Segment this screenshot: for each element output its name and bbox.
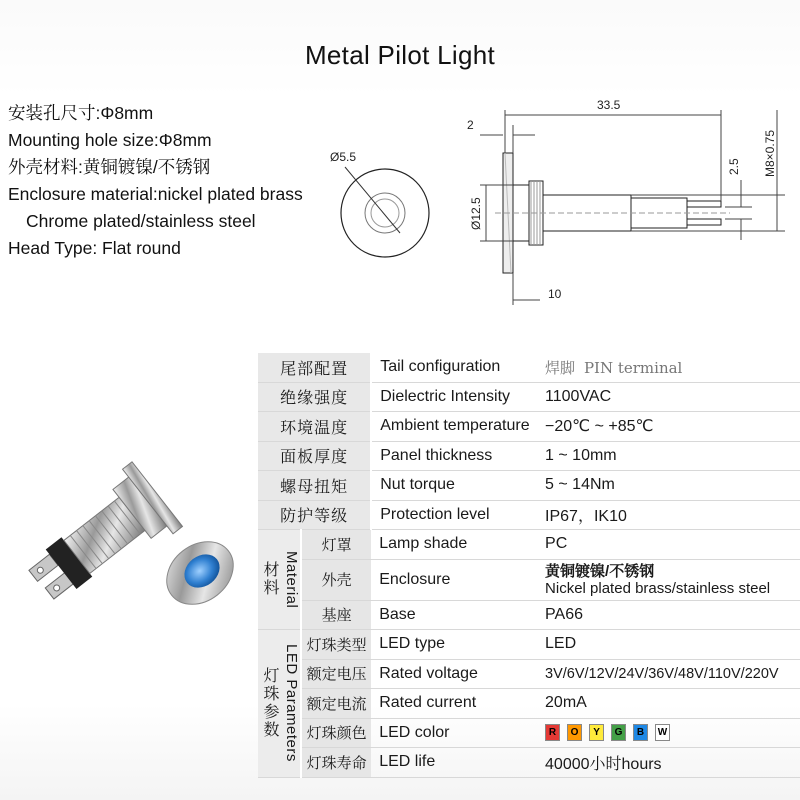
row-label-cn: 灯珠寿命 [301,748,371,778]
row-label-en: Enclosure [371,559,537,600]
row-value: −20℃ ~ +85℃ [537,412,800,442]
spec-line: Chrome plated/stainless steel [26,211,256,231]
row-value: PA66 [537,600,800,630]
row-label-cn: 额定电压 [301,659,371,689]
row-value: 40000小时hours [537,748,800,778]
table-row [258,630,800,660]
dim-total-length: 33.5 [597,98,621,112]
product-photo [14,438,244,628]
row-label-en: Protection level [371,500,537,530]
row-label-en: LED color [371,718,537,748]
row-label-cn: 额定电流 [301,689,371,719]
table-row [258,659,800,689]
row-label-en: Rated voltage [371,659,537,689]
row-label-cn: 外壳 [301,559,371,600]
row-label-cn: 螺母扭矩 [258,471,371,501]
row-value: 20mA [537,689,800,719]
row-value: 1100VAC [537,382,800,412]
table-row [258,412,800,442]
row-label-en: LED type [371,630,537,660]
dimension-drawing [300,95,790,320]
table-row [258,718,800,748]
row-value: 1 ~ 10mm [537,441,800,471]
row-value: 黄铜镀镍/不锈钢 Nickel plated brass/stainless steel [537,559,800,600]
spec-line: 安装孔尺寸:Φ8mm [8,103,154,123]
dim-thread: M8×0.75 [763,129,777,177]
spec-summary [8,100,303,262]
group-led: 灯珠参数 LED Parameters [258,630,301,778]
led-color-swatch: Y [589,724,604,741]
row-label-en: Tail configuration [371,353,537,382]
led-color-swatch: O [567,724,582,741]
spec-line: 外壳材料:黄铜镀镍/不锈钢 [8,157,211,177]
row-label-cn: 防护等级 [258,500,371,530]
row-label-en: Panel thickness [371,441,537,471]
front-view [341,167,429,257]
led-color-swatch: B [633,724,648,741]
led-color-swatches [545,724,670,741]
row-label-cn: 环境温度 [258,412,371,442]
led-color-swatch: R [545,724,560,741]
table-row [258,748,800,778]
table-row [258,689,800,719]
row-value: 3V/6V/12V/24V/36V/48V/110V/220V [537,659,800,689]
row-value: 焊脚 PIN terminal [537,353,800,382]
table-row [258,530,800,560]
row-label-cn: 绝缘强度 [258,382,371,412]
table-row [258,471,800,501]
dim-front-diameter: Ø5.5 [330,150,357,164]
row-value [537,718,800,748]
table-row [258,600,800,630]
row-value: IP67，IK10 [537,500,800,530]
dim-pin-gap: 2.5 [727,158,741,175]
row-label-cn: 面板厚度 [258,441,371,471]
row-value: LED [537,630,800,660]
row-label-cn: 灯珠颜色 [301,718,371,748]
row-label-en: Nut torque [371,471,537,501]
row-label-cn: 灯罩 [301,530,371,560]
dim-pin-length: 10 [548,287,562,301]
spec-table [258,353,800,778]
table-row [258,353,800,382]
spec-line: Mounting hole size:Φ8mm [8,130,212,150]
table-row [258,500,800,530]
table-row [258,559,800,600]
table-row [258,382,800,412]
side-view [495,153,730,273]
row-label-en: Lamp shade [371,530,537,560]
row-label-en: LED life [371,748,537,778]
row-label-en: Dielectric Intensity [371,382,537,412]
led-color-swatch: G [611,724,626,741]
row-label-cn: 尾部配置 [258,353,371,382]
row-label-cn: 灯珠类型 [301,630,371,660]
row-value: 5 ~ 14Nm [537,471,800,501]
spec-line: Enclosure material:nickel plated brass [8,184,303,204]
row-label-en: Ambient temperature [371,412,537,442]
row-label-en: Base [371,600,537,630]
row-value: PC [537,530,800,560]
dim-head-thickness: 2 [467,118,474,132]
led-color-swatch: W [655,724,670,741]
row-label-en: Rated current [371,689,537,719]
group-material: 材料 Material [258,530,301,630]
table-row [258,441,800,471]
spec-line: Head Type: Flat round [8,238,181,258]
dim-head-diameter: Ø12.5 [469,197,483,230]
row-label-cn: 基座 [301,600,371,630]
page-title: Metal Pilot Light [304,40,496,70]
